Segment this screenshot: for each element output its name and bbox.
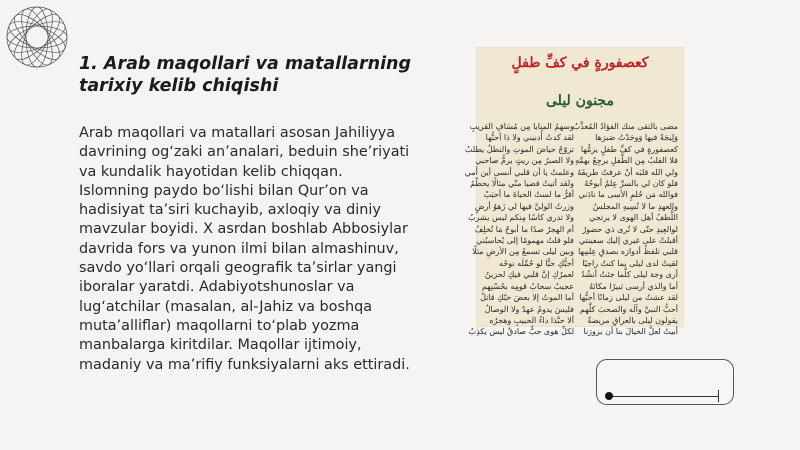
slider-track[interactable] [609, 396, 719, 397]
manuscript-verse-line: يقولون ليلى بالعراقِ مريضةٌ [587, 315, 678, 325]
manuscript-verse-line: فوالله مَن حُلمِ الأسى ما نادَني [578, 190, 678, 200]
manuscript-verse-line: وبين ليلى تسمعُ مِن الأرضِ مثلًا [472, 247, 574, 257]
manuscript-verse-line: لقيتُ لدى ليلى بما كنتُ راجيًا [582, 258, 678, 268]
manuscript-verse-line: اللُّطفُ أهل الهوى لا يرتجي [589, 213, 678, 223]
manuscript-verse-line: ولا تدري كاسًا مِنكم ليس يشربُ [468, 213, 574, 223]
manuscript-verse-line: أحبُّكِ حبًّا لو حُمِّلَه نوحُه [499, 258, 574, 268]
manuscript-verse-line: قلبي تلفظُ أدوارَه بصدقِ عِلمِها [578, 247, 678, 257]
manuscript-verse-line: وسهمُ المنايا مِن مُسَافِ القريبِ [469, 122, 574, 131]
manuscript-verse-line: فلو قلتُ مهمومًا إلى يُحاسبُني [476, 236, 574, 246]
manuscript-verse-line: ألا حبَّذا داءُ الحبيبِ وهجرُه [489, 315, 574, 325]
manuscript-verse-line: وعلمتُ يا أن قلبي أنسى أين أَمي [464, 167, 574, 177]
media-slider[interactable] [596, 359, 734, 405]
manuscript-verse-line: كعصفورةٍ في كفِّ طفلٍ يزمُّها [580, 144, 678, 154]
manuscript-title: كعصفورةٍ في كفِّ طفلٍ [511, 55, 649, 71]
manuscript-verse-line: وزرتُ الوليَّ فيها لي زَهوُ أرضٍ [474, 201, 574, 211]
slide-title-line1: 1. Arab maqollari va matallarning [79, 54, 412, 74]
rosette-logo-icon [2, 2, 72, 72]
manuscript-verse-line: أحبُّ النبيَّ وآلَه والصحبَ كلَّهم [579, 304, 678, 314]
manuscript-column-right [572, 121, 678, 338]
slide-title [79, 53, 439, 97]
manuscript-column-left [464, 121, 574, 338]
manuscript-verse-line: فليسَ يدومُ عهدٌ ولا الوصالُ [484, 304, 574, 314]
manuscript-verse-line: أرى وجهَ ليلى كلَّما جئتُ أنشُدُ [581, 270, 678, 280]
manuscript-verse-line: أما الموتُ إلا بعضَ حبّكِ قاتلُ [480, 293, 574, 303]
manuscript-verse-line: أقرُّ ما لستُ الحياةَ ما أحبَبْ [483, 190, 574, 200]
slider-end-tick [718, 390, 719, 402]
manuscript-verse-line: وَلِيجَةً فيها وَوجَدْتُ صَبرَها [595, 133, 678, 143]
manuscript-verse-line: والعهدِ ما لا نُسِيهِ المجلسُ [592, 201, 678, 211]
manuscript-verse-line: فلو كان لي بالسرِّ عِلمٌ أبوحُهُ [584, 179, 678, 189]
manuscript-verse-line: ولي الله قلبَه أنْ عرفتُ طريقَهُ [577, 167, 678, 177]
manuscript-verse-line: تزوّجُ حياضَ الموتِ والنطلُ يطلبُ [464, 144, 574, 154]
arabic-manuscript-image [464, 47, 684, 337]
manuscript-verse-line: أما والذي أرسى ثبيرًا مكانَهُ [589, 281, 678, 291]
manuscript-verse-line: مضى بالتقى منك الفؤادُ المُعذَّبُ [572, 122, 678, 131]
manuscript-verse-line: لقد كدتُ أُدنيني ولا ذا أحبُّها [485, 133, 574, 143]
manuscript-verse-line: أم الهجرُ صدًا ما أبوحُ مَا تُخلِفُ [474, 224, 574, 234]
manuscript-verse-line: لوالعِيدِ حتّى لا تُرى ذي حضورُ [582, 224, 678, 234]
manuscript-verse-line: فلا القلبُ مِن الطَّفلِ يرجِعُ بهمِّهِ [575, 156, 678, 166]
slide-body-text: Arab maqollari va matallari asosan Jahiliyya davrining og‘zaki an’analari, beduin she’riyati va kundalik hayotidan kelib chiqqan. Islomning paydo bo‘lishi bilan Qur’on va hadisiyat ta’siri kuchayib, axloqiy va diniy mavzular boyidi. X asrdan boshlab Abbosiylar davrida fors va yunon ilmi bilan almashinuv, savdo yo‘llari orqali geografik ta’sirlar yangi iboralar yaratdi. Adabiyotshunoslar va lug‘atchilar (masalan, al-Jahiz va boshqa muta’alliflar) maqollarni to‘plab yozma manbalarga kiritdilar. Maqollar ijtimoiy, madaniy va ma’rifiy funksiyalarni aks ettiradi. [79, 125, 410, 373]
manuscript-verse-line: عجيبٌ سحابُ قومِه بحُسْنِهم [481, 281, 574, 291]
manuscript-verse-line: لقد عشتُ من ليلى زمانًا أحبُّها [579, 293, 678, 303]
manuscript-verse-line: ولقد أتيتُ فضيا منّي مثالًا يحطّمُ [470, 179, 574, 189]
manuscript-verse-line: ولا الصبرُ مِن ريثٍ يرمُّ صاحبي [475, 156, 574, 166]
manuscript-verse-line: أبيتُ لعلَّ الخيالَ بنا أن يزورَنا [583, 327, 678, 337]
manuscript-verse-line: لعمرُكِ إنَّ قلبي فيكِ لحزينُ [484, 270, 574, 280]
manuscript-subtitle: مجنون ليلى [546, 93, 614, 109]
manuscript-verse-line: لكلِّ هوى حبٌّ صادقٌ ليس يكذِبُ [468, 327, 574, 337]
slide-title-line2: tarixiy kelib chiqishi [79, 76, 279, 96]
slider-knob[interactable] [605, 392, 613, 400]
manuscript-verse-line: أقبلتْ على غيري إليك سفينتي [579, 236, 678, 246]
